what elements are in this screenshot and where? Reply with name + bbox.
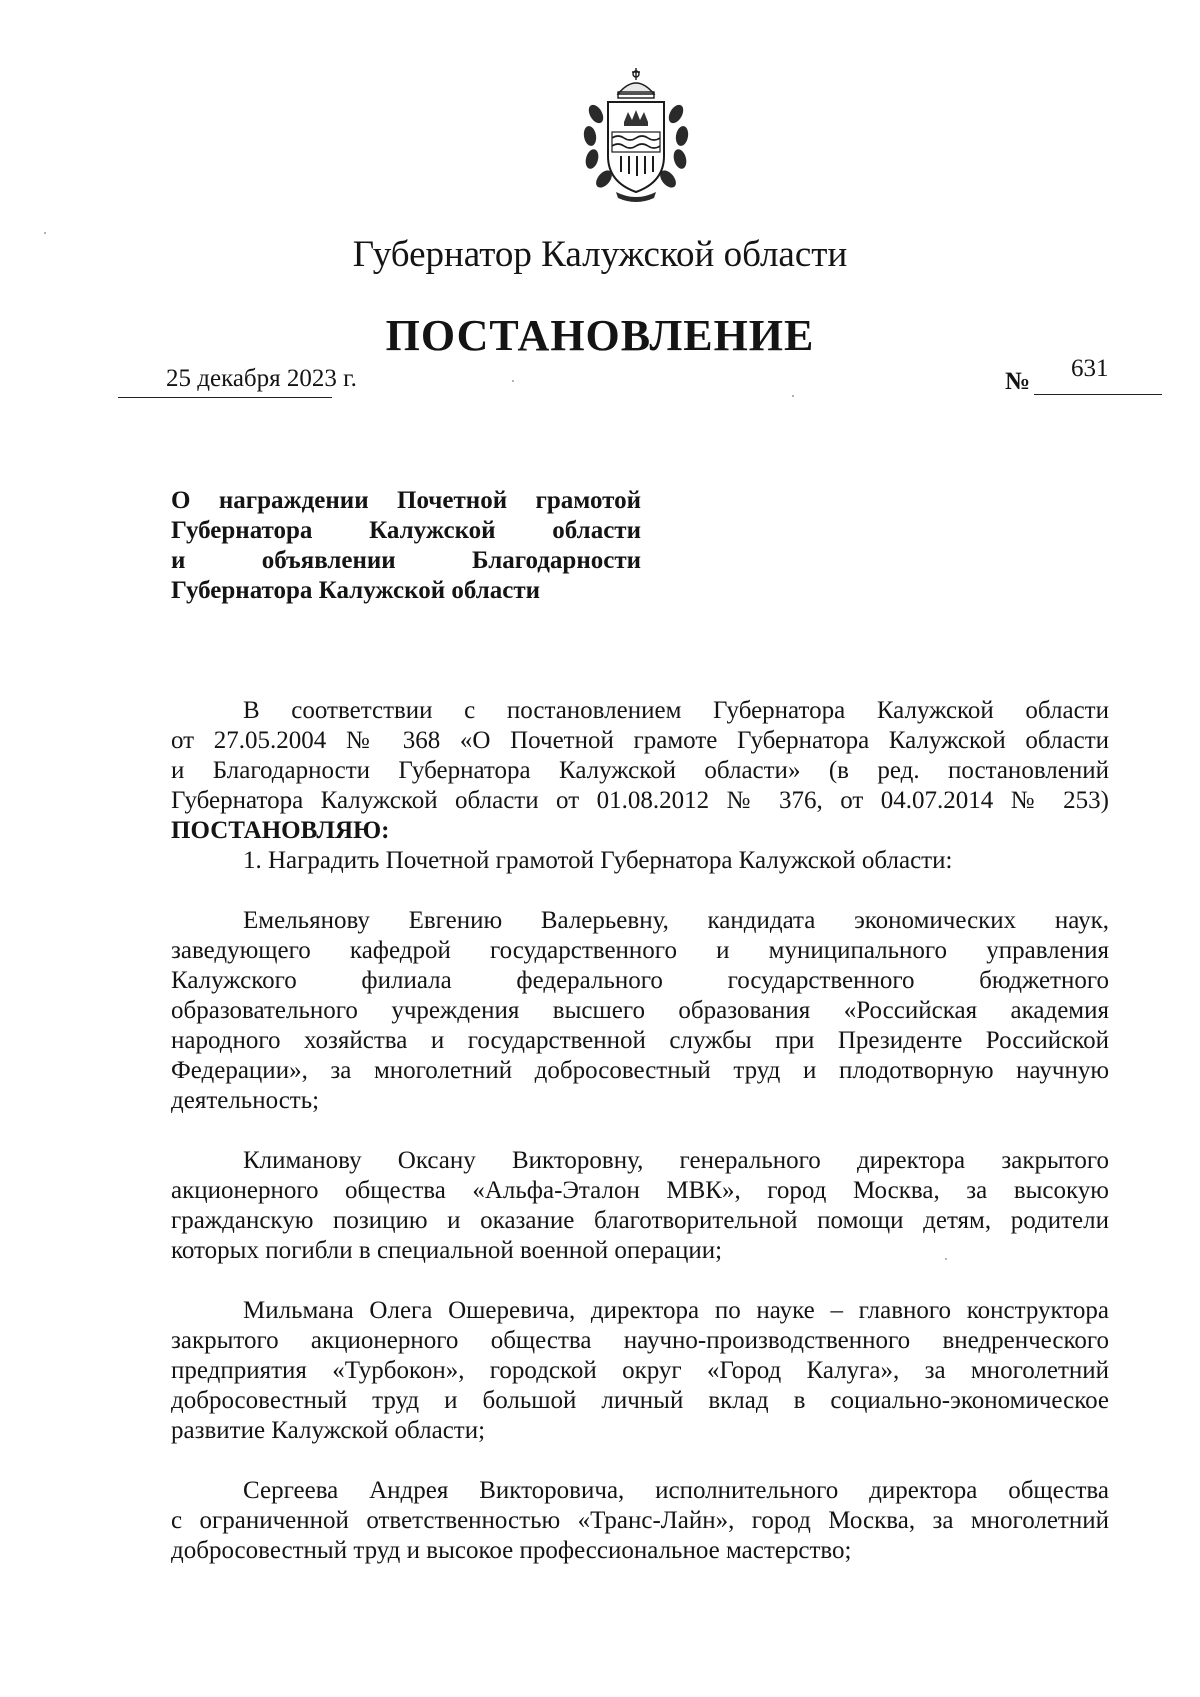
- awardee-line: народного хозяйства и государственной службы при Президенте Российской: [171, 1027, 1109, 1054]
- preamble-line: Губернатора Калужской области от 01.08.2012 № 376, от 04.07.2014 № 253): [171, 787, 1109, 814]
- document-number: 631: [1071, 355, 1109, 382]
- document-date: 25 декабря 2023 г.: [166, 365, 357, 392]
- awardee-line: гражданскую позицию и оказание благотворительной помощи детям, родители: [171, 1207, 1109, 1234]
- awardee-line: деятельность;: [171, 1087, 320, 1114]
- document-subject: [171, 486, 641, 606]
- item-one-heading: 1. Наградить Почетной грамотой Губернатора Калужской области:: [243, 847, 953, 874]
- awardee-line: образовательного учреждения высшего образования «Российская академия: [171, 997, 1109, 1024]
- subject-line: Губернатора Калужской области: [171, 577, 541, 604]
- awardee-line: Сергеева Андрея Викторовича, исполнительного директора общества: [243, 1477, 1109, 1504]
- preamble-continuation: [171, 726, 1109, 876]
- preamble-line: от 27.05.2004 № 368 «О Почетной грамоте Губернатора Калужской области: [171, 727, 1109, 754]
- awardee-line: закрытого акционерного общества научно-производственного внедренческого: [171, 1327, 1109, 1354]
- awardee-line: Климанову Оксану Викторовну, генерального директора закрытого: [243, 1147, 1109, 1174]
- awardee-line: акционерного общества «Альфа-Эталон МВК», город Москва, за высокую: [171, 1177, 1109, 1204]
- subject-line: и объявлении Благодарности: [171, 547, 641, 574]
- document-type-title: ПОСТАНОВЛЕНИЕ: [385, 311, 815, 360]
- awardee-paragraph: [171, 906, 1109, 1116]
- preamble-line: и Благодарности Губернатора Калужской области» (в ред. постановлений: [171, 757, 1109, 784]
- issuing-authority: Губернатор Калужской области: [352, 234, 848, 275]
- awardee-line: Емельянову Евгению Валерьевну, кандидата экономических наук,: [243, 907, 1109, 934]
- scan-speck: [945, 1258, 947, 1260]
- awardee-line: добросовестный труд и большой личный вклад в социально-экономическое: [171, 1387, 1109, 1414]
- number-underline: [1034, 394, 1162, 395]
- awardee-line: которых погибли в специальной военной операции;: [171, 1237, 723, 1264]
- preamble-paragraph: [171, 696, 1109, 726]
- subject-line: Губернатора Калужской области: [171, 517, 641, 544]
- awardee-paragraph: [171, 1296, 1109, 1446]
- awardee-line: развитие Калужской области;: [171, 1417, 486, 1444]
- awardee-line: Мильмана Олега Ошеревича, директора по науке – главного конструктора: [243, 1297, 1109, 1324]
- awardee-line: добросовестный труд и высокое профессиональное мастерство;: [171, 1537, 852, 1564]
- number-sign: №: [1005, 368, 1031, 395]
- kaluga-coat-of-arms-icon: [576, 64, 696, 204]
- subject-line: О награждении Почетной грамотой: [171, 487, 641, 514]
- awardee-paragraph: [171, 1146, 1109, 1266]
- awardee-line: Федерации», за многолетний добросовестный труд и плодотворную научную: [171, 1057, 1109, 1084]
- awardee-line: заведующего кафедрой государственного и муниципального управления: [171, 937, 1109, 964]
- awardee-line: Калужского филиала федерального государственного бюджетного: [171, 967, 1109, 994]
- document-body: [171, 696, 1109, 1566]
- scan-speck: [792, 395, 794, 397]
- scan-speck: [512, 380, 514, 382]
- decree-word: ПОСТАНОВЛЯЮ:: [171, 817, 390, 844]
- awardee-paragraph: [171, 1476, 1109, 1566]
- preamble-line: В соответствии с постановлением Губернатора Калужской области: [243, 697, 1109, 724]
- awardee-line: с ограниченной ответственностью «Транс-Лайн», город Москва, за многолетний: [171, 1507, 1109, 1534]
- awardee-line: предприятия «Турбокон», городской округ «Город Калуга», за многолетний: [171, 1357, 1109, 1384]
- date-underline: [118, 397, 332, 398]
- scan-speck: [44, 232, 46, 234]
